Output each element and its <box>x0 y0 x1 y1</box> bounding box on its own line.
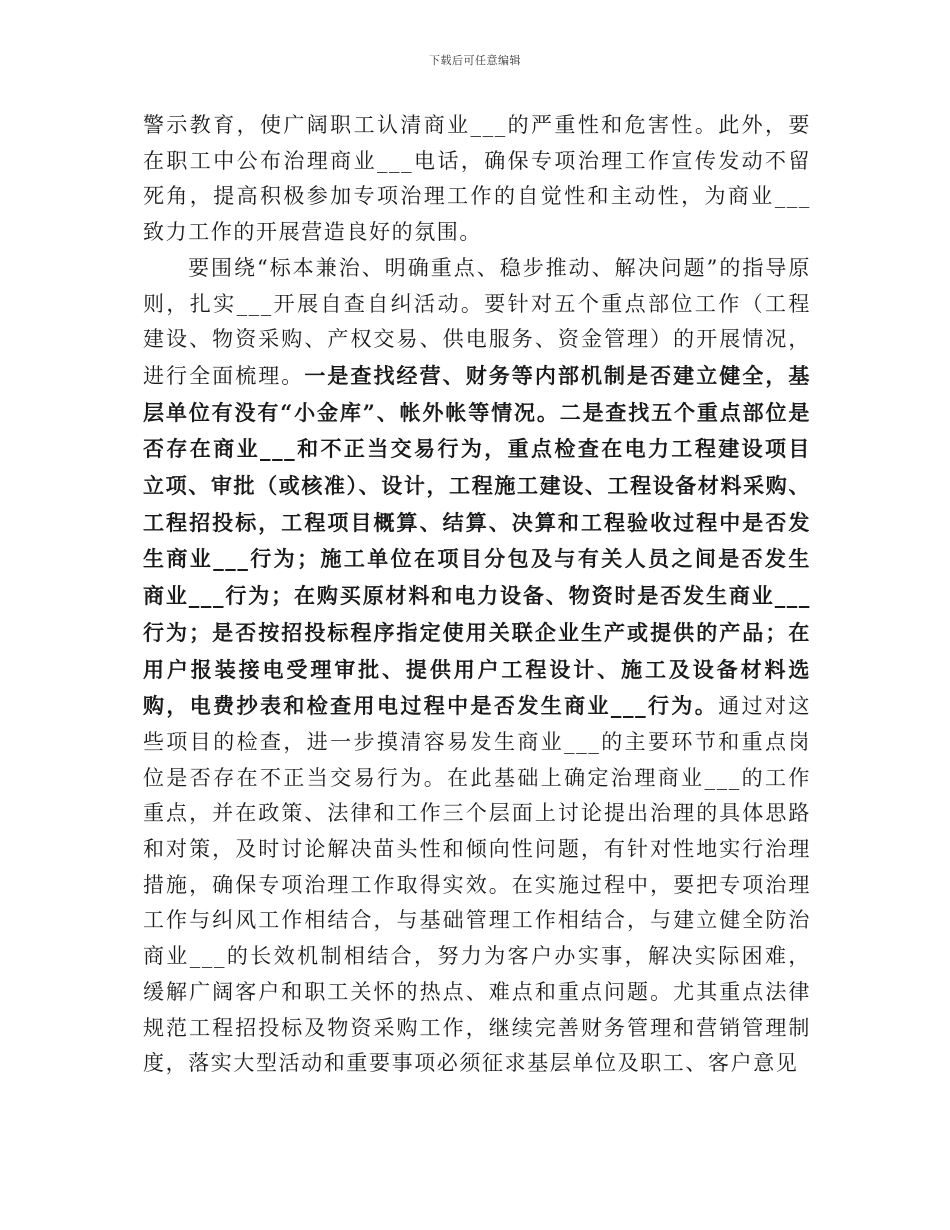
paragraph-2 <box>143 251 811 1082</box>
paragraph-2-bold-text: 一是查找经营、财务等内部机制是否建立健全，基层单位有没有“小金库”、帐外帐等情况。二是查找五个重点部位是否存在商业___和不正当交易行为，重点检查在电力工程建设项目立项、审批（或核准）、设计，工程施工建设、工程设备材料采购、工程招投标，工程项目概算、结算、决算和工程验收过程中是否发生商业___行为；施工单位在项目分包及与有关人员之间是否发生商业___行为；在购买原材料和电力设备、物资时是否发生商业___行为；是否按招投标程序指定使用关联企业生产或提供的产品；在用户报装接电受理审批、提供用户工程设计、施工及设备材料选购，电费抄表和检查用电过程中是否发生商业___行为。 <box>143 362 812 719</box>
paragraph-2-closing-text: 通过对这些项目的检查，进一步摸清容易发生商业___的主要环节和重点岗位是否存在不正当交易行为。在此基础上确定治理商业___的工作重点，并在政策、法律和工作三个层面上讨论提出治理的具体思路和对策，及时讨论解决苗头性和倾向性问题，有针对性地实行治理措施，确保专项治理工作取得实效。在实施过程中，要把专项治理工作与纠风工作相结合，与基础管理工作相结合，与建立健全防治商业___的长效机制相结合，努力为客户办实事，解决实际困难，缓解广阔客户和职工关怀的热点、难点和重点问题。尤其重点法律规范工程招投标及物资采购工作，继续完善财务管理和营销管理制度，落实大型活动和重要事项必须征求基层单位及职工、客户意见 <box>143 694 811 1076</box>
paragraph-2-intro-text: 要围绕“标本兼治、明确重点、稳步推动、解决问题”的指导原则，扎实___开展自查自纠活动。要针对五个重点部位工作（工程建设、物资采购、产权交易、供电服务、资金管理）的开展情况，进行全面梳理。 <box>143 255 811 388</box>
page-header: 下载后可任意编辑 <box>429 54 521 67</box>
paragraph-1-text: 警示教育，使广阔职工认清商业___的严重性和危害性。此外，要在职工中公布治理商业___电话，确保专项治理工作宣传发动不留死角，提高积极参加专项治理工作的自觉性和主动性，为商业___致力工作的开展营造良好的氛围。 <box>143 113 811 245</box>
paragraph-1 <box>143 108 811 251</box>
document-body <box>143 108 811 1082</box>
